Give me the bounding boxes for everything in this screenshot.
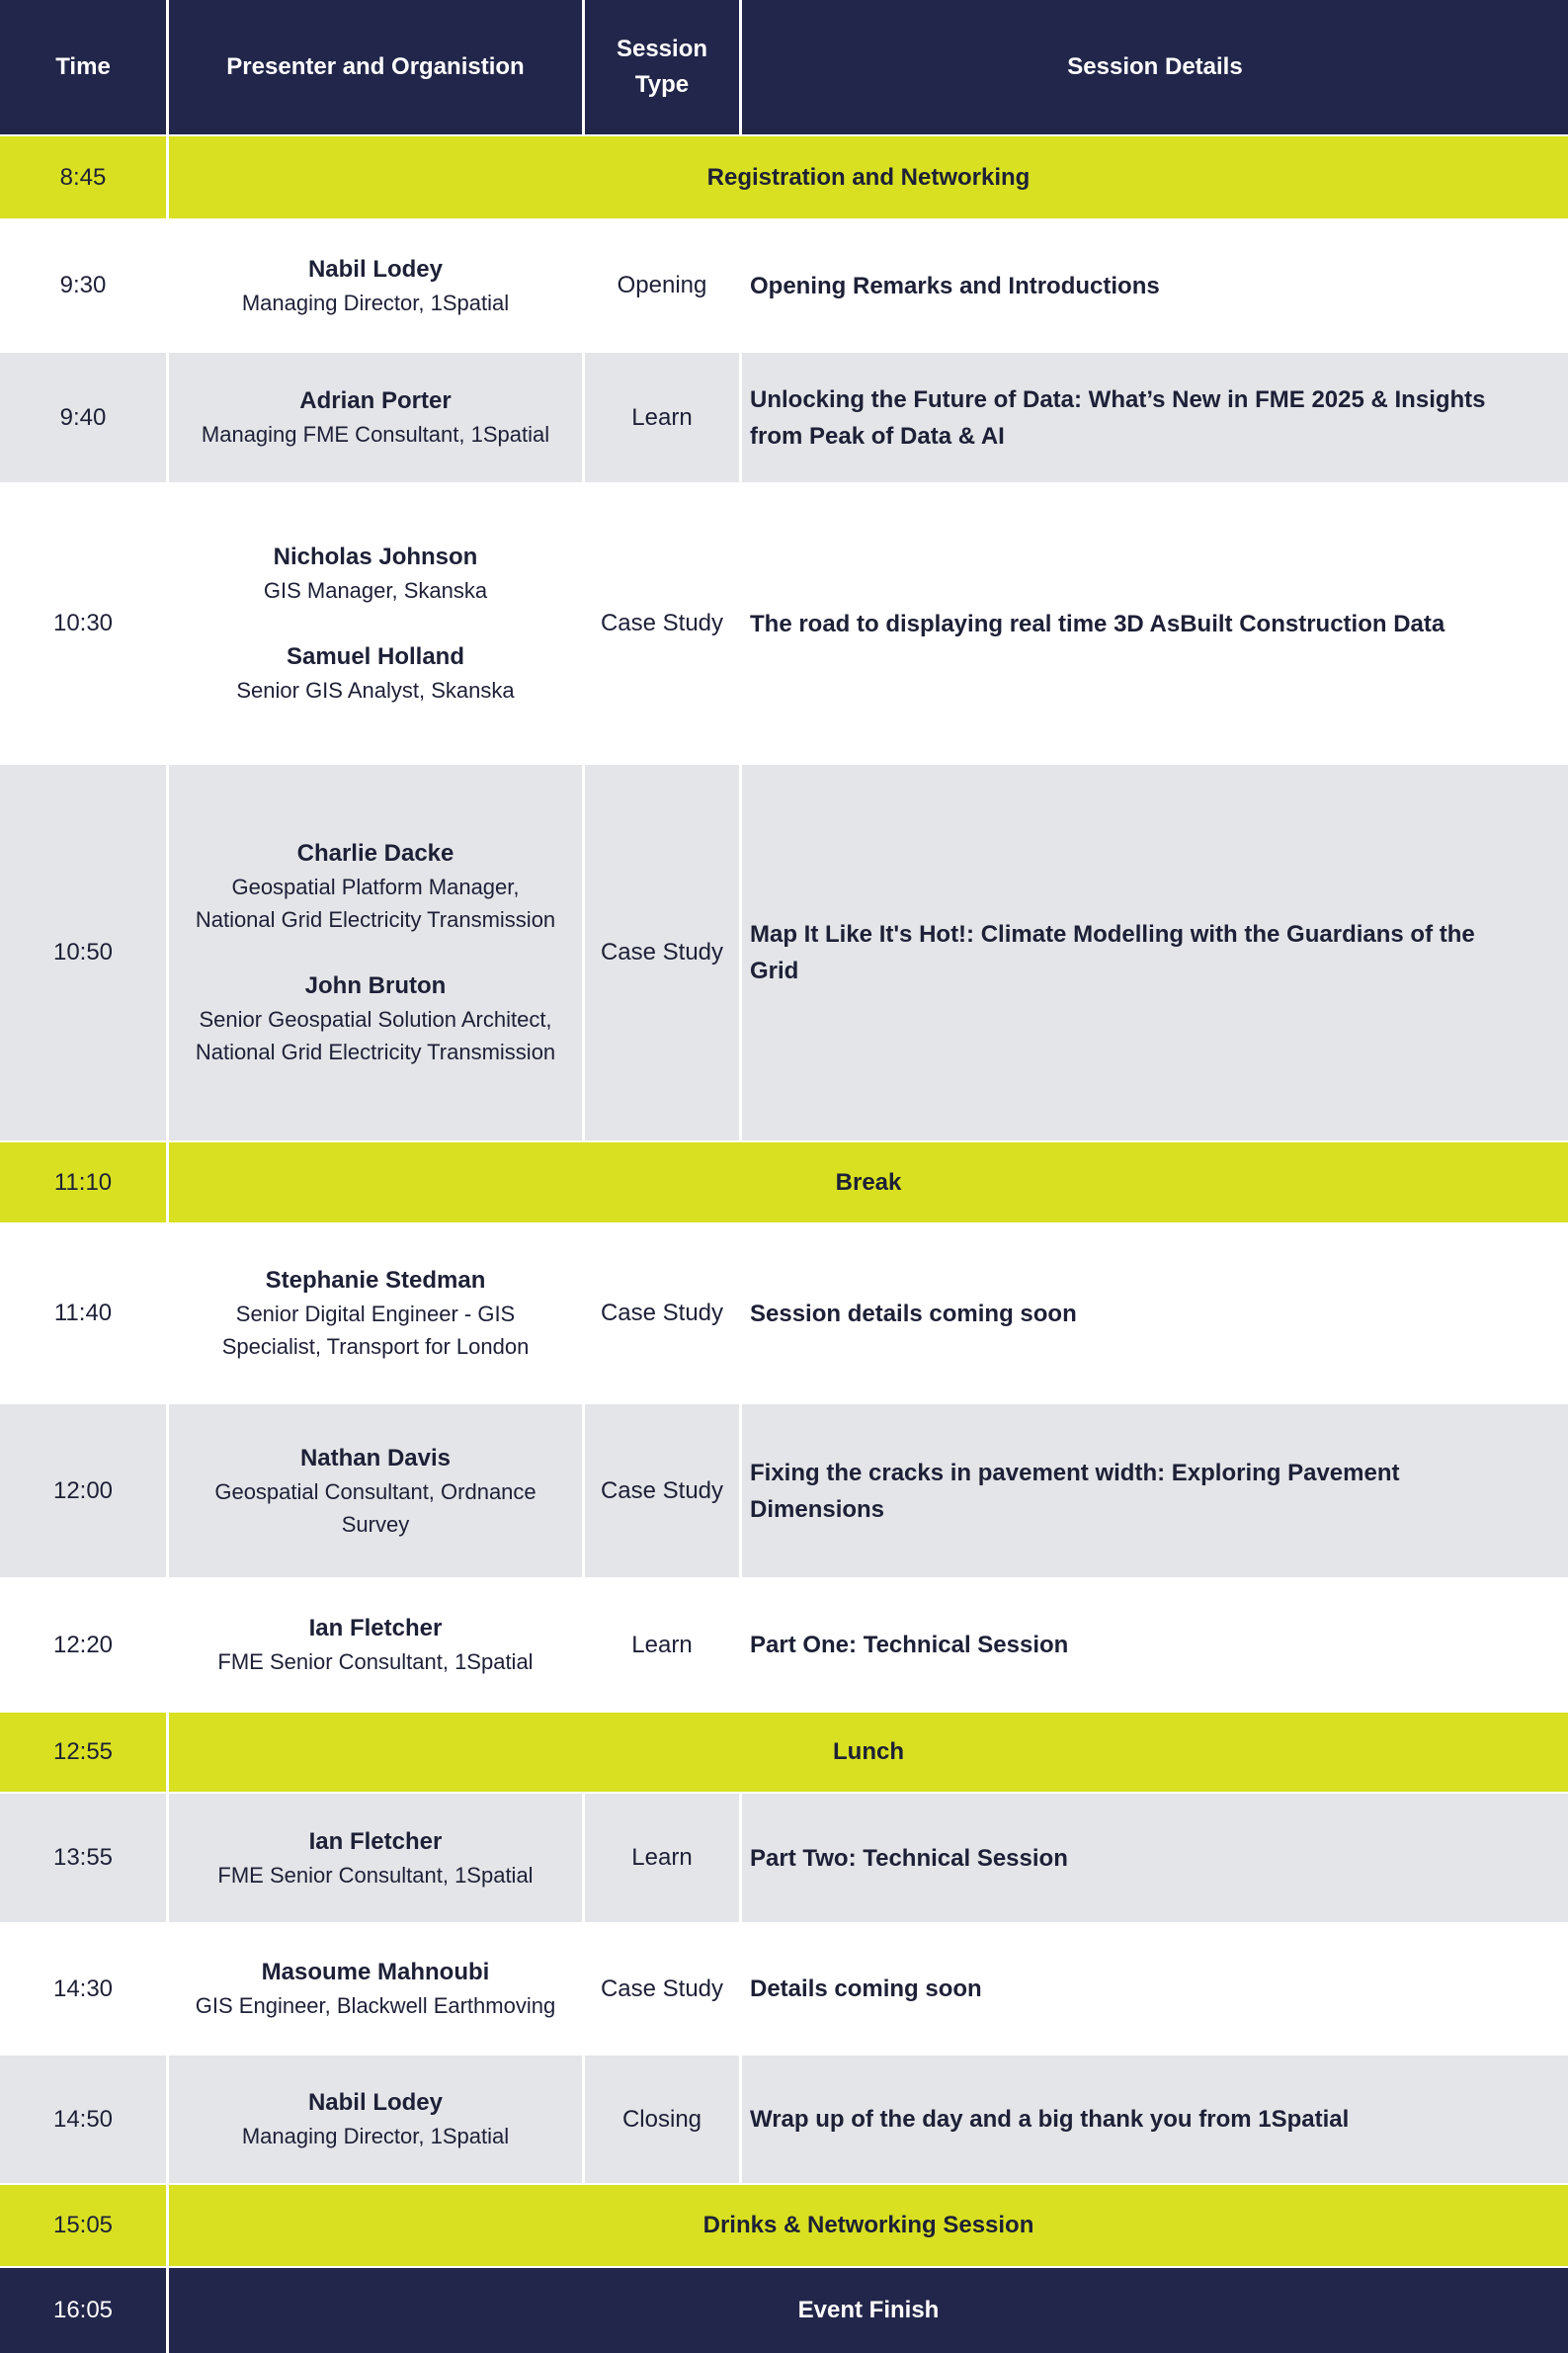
column-header-presenter (169, 0, 582, 134)
session-type-cell (585, 1794, 739, 1922)
session-title-line: Opening Remarks and Introductions (750, 272, 1160, 299)
session-details-cell (742, 1404, 1568, 1577)
presenter-organisation: GIS Manager, Skanska (263, 578, 488, 603)
session-type: Opening (617, 272, 707, 298)
presenter (222, 1264, 530, 1363)
time-cell (0, 2268, 166, 2353)
presenter-organisation: FME Senior Consultant, 1Spatial (217, 1649, 534, 1674)
presenter-list (196, 837, 555, 1068)
session-title (750, 1627, 1068, 1663)
session-title-line: Wrap up of the day and a big thank you from 1Spatial (750, 2106, 1350, 2133)
presenter (196, 837, 555, 936)
session-type: Learn (631, 403, 693, 431)
presenter-organisation: Managing FME Consultant, 1Spatial (201, 422, 550, 447)
session-time: 11:10 (53, 1168, 113, 1196)
session-details-cell (742, 765, 1568, 1140)
presenter-list (236, 541, 514, 707)
session-details-cell (742, 1224, 1568, 1402)
band-cell (169, 136, 1568, 218)
session-time: 16:05 (52, 2297, 114, 2323)
session-details-cell (742, 2056, 1568, 2183)
time-cell (0, 2185, 166, 2266)
band-cell (169, 2185, 1568, 2266)
presenter (202, 384, 549, 451)
time-cell (0, 1794, 166, 1922)
session-title (750, 268, 1160, 304)
session-details-cell (742, 484, 1568, 763)
session-type-cell (585, 220, 739, 351)
time-cell (0, 1713, 166, 1792)
session-title-line: Grid (750, 958, 799, 984)
session-type: Closing (621, 2105, 702, 2133)
session-title-line: from Peak of Data & AI (750, 422, 1005, 450)
presenter-name: John Bruton (304, 972, 447, 999)
column-header-time (0, 0, 166, 134)
presenter-name: Masoume Mahnoubi (261, 1959, 490, 1985)
session-details-cell (742, 220, 1568, 351)
presenter-name: Nicholas Johnson (273, 544, 478, 570)
session-title-line: Part Two: Technical Session (750, 1844, 1068, 1872)
session-title (750, 1971, 982, 2007)
presenter (242, 253, 509, 319)
session-title-line: Details coming soon (750, 1975, 982, 2002)
presenter-cell (169, 484, 582, 763)
time-cell (0, 1924, 166, 2054)
presenter-organisation: Managing Director, 1Spatial (241, 290, 510, 315)
column-header-session-type (585, 0, 739, 134)
session-type-cell (585, 353, 739, 482)
presenter-cell (169, 220, 582, 351)
column-header-line: Session (616, 36, 708, 62)
column-header-label: Session Details (1067, 53, 1243, 80)
session-details-cell (742, 1579, 1568, 1711)
presenter-organisation: Managing Director, 1Spatial (241, 2124, 510, 2148)
presenter (217, 1825, 533, 1891)
session-type-cell (585, 765, 739, 1140)
session-time: 9:30 (59, 272, 107, 298)
presenter-organisation: GIS Engineer, Blackwell Earthmoving (195, 1993, 556, 2018)
time-cell (0, 484, 166, 763)
time-cell (0, 136, 166, 218)
presenter-organisation: National Grid Electricity Transmission (195, 1040, 556, 1064)
band-label: Event Finish (797, 2297, 940, 2323)
presenter-name: Adrian Porter (299, 387, 452, 414)
session-time: 12:00 (52, 1476, 114, 1504)
presenter-organisation: Survey (341, 1511, 410, 1537)
session-title (750, 1296, 1077, 1332)
column-header-label: Presenter and Organistion (226, 53, 525, 80)
session-time: 13:55 (52, 1844, 114, 1871)
presenter-cell (169, 1924, 582, 2054)
session-title-line: Part One: Technical Session (750, 1632, 1069, 1658)
session-type: Case Study (600, 1975, 724, 2002)
presenter (214, 1442, 536, 1541)
presenter (236, 640, 514, 707)
column-header-label: Time (55, 53, 111, 80)
time-cell (0, 765, 166, 1140)
presenter-organisation: FME Senior Consultant, 1Spatial (217, 1862, 534, 1888)
presenter-cell (169, 765, 582, 1140)
session-title-line: Unlocking the Future of Data: What’s New in FME 2025 & Insights (750, 385, 1486, 413)
time-cell (0, 220, 166, 351)
session-type-cell (585, 1224, 739, 1402)
band-label: Break (835, 1168, 902, 1196)
session-title (750, 2101, 1349, 2138)
band-label: Registration and Networking (706, 163, 1031, 191)
session-title-line: Session details coming soon (750, 1300, 1077, 1327)
presenter (217, 1612, 533, 1678)
band-cell (169, 1713, 1568, 1792)
presenter-organisation: Geospatial Platform Manager, (231, 875, 520, 899)
band-cell (169, 1142, 1568, 1222)
session-title (750, 606, 1444, 642)
session-title-line: Fixing the cracks in pavement width: Exploring Pavement (750, 1459, 1400, 1486)
session-title (750, 381, 1486, 455)
session-time: 14:50 (52, 2105, 114, 2133)
column-header-session-details (742, 0, 1568, 134)
presenter-name: Charlie Dacke (296, 840, 454, 867)
session-title-line: The road to displaying real time 3D AsBuilt Construction Data (750, 610, 1445, 637)
session-details-cell (742, 353, 1568, 482)
presenter (236, 541, 514, 607)
session-time: 10:50 (52, 939, 114, 966)
presenter-name: Ian Fletcher (308, 1827, 443, 1855)
band-label: Lunch (833, 1738, 904, 1765)
session-details-cell (742, 1794, 1568, 1922)
session-time: 11:40 (53, 1300, 113, 1326)
session-type: Learn (631, 1844, 693, 1871)
presenter-organisation: Senior Geospatial Solution Architect, (199, 1007, 552, 1032)
session-title-line: Dimensions (750, 1495, 885, 1523)
session-title-line: Map It Like It's Hot!: Climate Modelling with the Guardians of the (750, 921, 1475, 948)
presenter-name: Nathan Davis (299, 1444, 452, 1471)
session-time: 9:40 (59, 403, 107, 431)
presenter-cell (169, 1224, 582, 1402)
column-header-label (617, 32, 707, 103)
session-time: 12:20 (52, 1631, 114, 1658)
session-time: 8:45 (59, 163, 107, 191)
session-title (750, 1840, 1068, 1877)
session-type-cell (585, 1579, 739, 1711)
time-cell (0, 353, 166, 482)
presenter-organisation: Specialist, Transport for London (221, 1334, 530, 1359)
presenter-organisation: National Grid Electricity Transmission (195, 907, 556, 932)
session-time: 14:30 (52, 1975, 114, 2002)
session-title (750, 1455, 1400, 1528)
session-time: 15:05 (52, 2212, 114, 2238)
presenter-name: Samuel Holland (286, 643, 465, 670)
presenter-organisation: Senior GIS Analyst, Skanska (236, 678, 515, 703)
session-type: Case Study (600, 610, 724, 636)
session-time: 12:55 (52, 1738, 114, 1765)
time-cell (0, 1579, 166, 1711)
session-type: Case Study (600, 939, 724, 966)
time-cell (0, 1404, 166, 1577)
session-type-cell (585, 1404, 739, 1577)
column-header-line: Type (634, 71, 690, 98)
session-type-cell (585, 484, 739, 763)
presenter-name: Stephanie Stedman (265, 1267, 486, 1294)
session-type-cell (585, 1924, 739, 2054)
band-label: Drinks & Networking Session (702, 2212, 1034, 2238)
presenter-name: Nabil Lodey (307, 255, 443, 283)
presenter-cell (169, 1404, 582, 1577)
presenter-cell (169, 2056, 582, 2183)
presenter-cell (169, 1794, 582, 1922)
time-cell (0, 1142, 166, 1222)
band-cell (169, 2268, 1568, 2353)
time-cell (0, 2056, 166, 2183)
presenter-organisation: Senior Digital Engineer - GIS (235, 1302, 516, 1326)
presenter-organisation: Geospatial Consultant, Ordnance (214, 1478, 536, 1504)
presenter (196, 969, 555, 1068)
session-type: Learn (631, 1631, 693, 1658)
presenter (196, 1956, 555, 2022)
presenter-cell (169, 353, 582, 482)
presenter (242, 2086, 509, 2152)
presenter-name: Nabil Lodey (307, 2089, 443, 2116)
presenter-name: Ian Fletcher (308, 1615, 443, 1641)
session-type: Case Study (600, 1300, 724, 1326)
session-type-cell (585, 2056, 739, 2183)
session-details-cell (742, 1924, 1568, 2054)
presenter-cell (169, 1579, 582, 1711)
session-time: 10:30 (52, 610, 114, 636)
session-type: Case Study (600, 1476, 724, 1504)
session-title (750, 916, 1475, 989)
time-cell (0, 1224, 166, 1402)
